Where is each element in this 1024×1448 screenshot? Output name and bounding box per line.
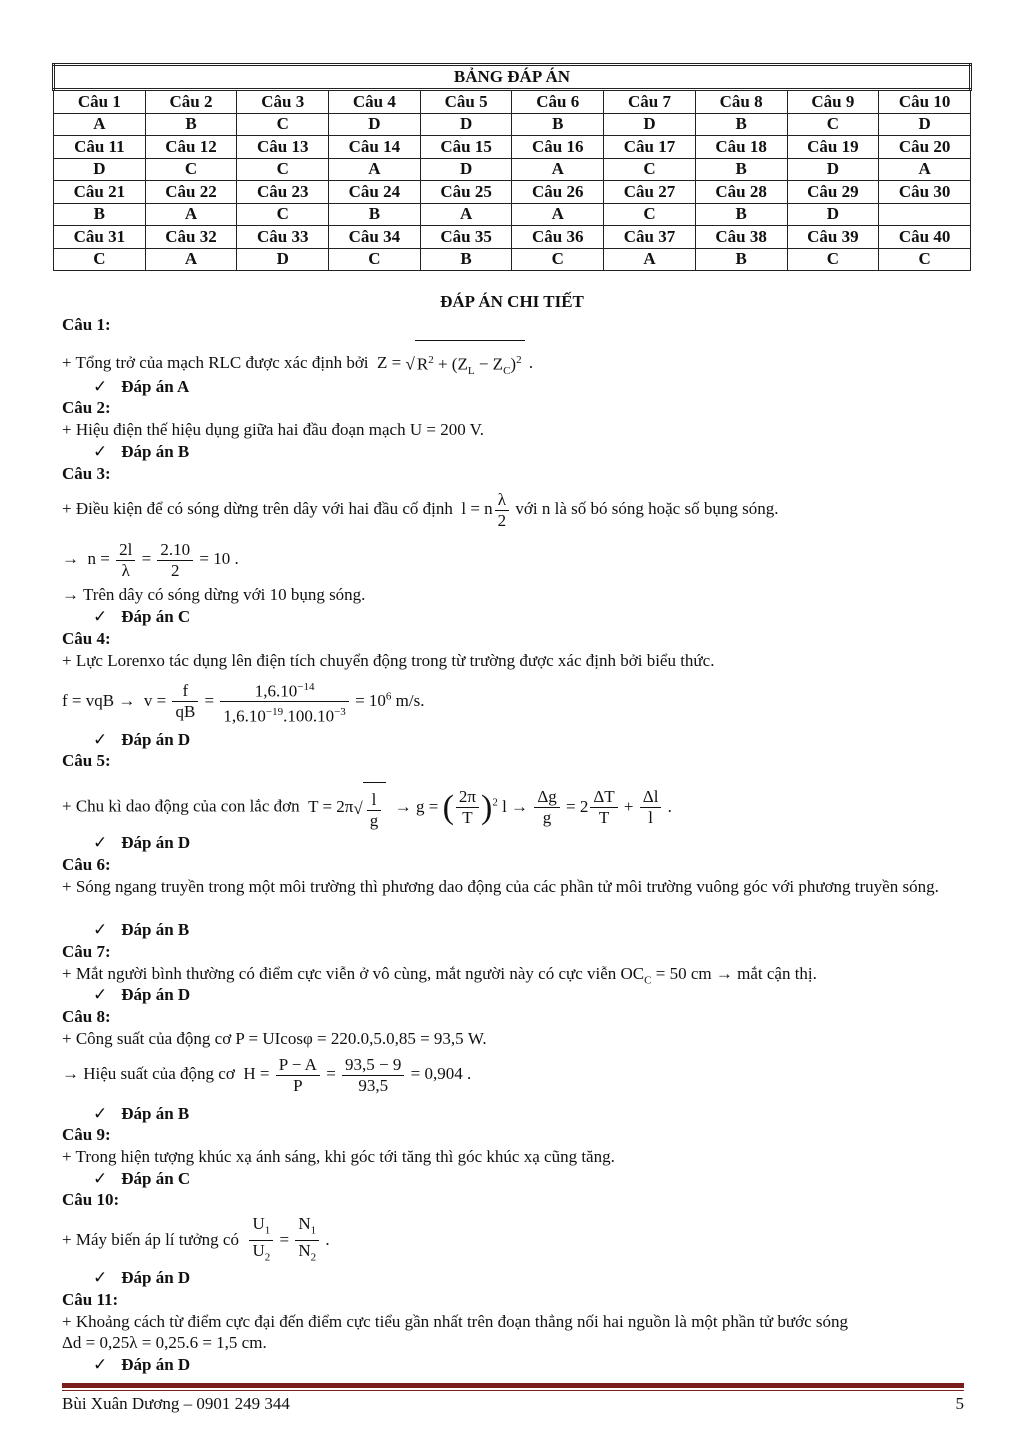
answer-cell: D xyxy=(787,158,879,181)
table-row-questions xyxy=(54,90,971,114)
question-number-cell: Câu 19 xyxy=(787,136,879,159)
footer-rule xyxy=(62,1383,964,1388)
question-number-cell: Câu 37 xyxy=(604,226,696,249)
question-number-cell: Câu 40 xyxy=(879,226,971,249)
question-number-cell: Câu 3 xyxy=(237,90,329,114)
check-icon: ✓ xyxy=(93,833,108,852)
q10-text: + Máy biến áp lí tưởng có xyxy=(62,1229,239,1249)
question-number-cell: Câu 35 xyxy=(420,226,512,249)
answer-line xyxy=(93,1354,190,1376)
question-number-cell: Câu 5 xyxy=(420,90,512,114)
question-number-cell: Câu 17 xyxy=(604,136,696,159)
check-icon: ✓ xyxy=(93,1169,108,1188)
check-icon: ✓ xyxy=(93,607,108,626)
question-label: Câu 4: xyxy=(62,629,111,648)
answer-cell: A xyxy=(329,158,421,181)
question-text: + Công suất của động cơ P = UIcosφ = 220.0,5.0,85 = 93,5 W. xyxy=(62,1029,487,1048)
answer-cell: D xyxy=(420,158,512,181)
formula-impedance: Z = √ $R^2 + (Z_L - Z_C)^2$ . xyxy=(373,353,533,372)
question-number-cell: Câu 9 xyxy=(787,90,879,114)
footer-author: Bùi Xuân Dương – 0901 249 344 xyxy=(62,1394,290,1413)
question-number-cell: Câu 30 xyxy=(879,181,971,204)
answer-text: Đáp án D xyxy=(121,1268,191,1287)
table-row-questions xyxy=(54,136,971,159)
question-label: Câu 10: xyxy=(62,1190,120,1209)
answer-line xyxy=(93,1267,190,1289)
answer-cell: C xyxy=(787,113,879,136)
formula-transformer: $\frac{U_1}{U_2}$ = $\frac{N_1}{N_2}$ . xyxy=(243,1230,329,1249)
question-label: Câu 8: xyxy=(62,1007,111,1026)
answer-cell: D xyxy=(787,203,879,226)
table-title: BẢNG ĐÁP ÁN xyxy=(54,65,971,90)
answer-text: Đáp án D xyxy=(121,985,191,1004)
question-number-cell: Câu 39 xyxy=(787,226,879,249)
answer-cell: C xyxy=(145,158,237,181)
table-row-answers xyxy=(54,248,971,271)
answer-cell: A xyxy=(879,158,971,181)
answer-text: Đáp án B xyxy=(121,442,190,461)
q3-text: + Điều kiện để có sóng dừng trên dây với hai đầu cố định xyxy=(62,499,453,518)
check-icon: ✓ xyxy=(93,377,108,396)
table-row-questions xyxy=(54,226,971,249)
q8-text2: → Hiệu suất của động cơ xyxy=(62,1064,235,1083)
answer-cell: B xyxy=(54,203,146,226)
question-number-cell: Câu 6 xyxy=(512,90,604,114)
question-number-cell: Câu 2 xyxy=(145,90,237,114)
question-number-cell: Câu 24 xyxy=(329,181,421,204)
answer-cell: D xyxy=(879,113,971,136)
question-label: Câu 2: xyxy=(62,398,111,417)
answer-cell: B xyxy=(512,113,604,136)
answer-cell: D xyxy=(329,113,421,136)
q7-text: + Mắt người bình thường có điểm cực viễn ở vô cùng, mắt người này có cực viễn OC xyxy=(62,964,645,983)
answer-cell: B xyxy=(695,203,787,226)
answer-cell: B xyxy=(329,203,421,226)
question-number-cell: Câu 32 xyxy=(145,226,237,249)
section-title: ĐÁP ÁN CHI TIẾT xyxy=(440,292,584,311)
answer-line xyxy=(93,729,190,751)
question-label: Câu 5: xyxy=(62,751,111,770)
answer-cell: A xyxy=(512,158,604,181)
question-label: Câu 1: xyxy=(62,315,111,334)
q7-text-after: = 50 cm → mắt cận thị. xyxy=(651,964,817,983)
answer-line xyxy=(93,919,189,941)
question-number-cell: Câu 1 xyxy=(54,90,146,114)
answer-cell: C xyxy=(237,113,329,136)
table-row-answers xyxy=(54,158,971,181)
question-number-cell: Câu 29 xyxy=(787,181,879,204)
check-icon: ✓ xyxy=(93,920,108,939)
answer-line xyxy=(93,606,190,628)
check-icon: ✓ xyxy=(93,1268,108,1287)
answer-line xyxy=(93,376,189,398)
answer-cell: D xyxy=(54,158,146,181)
answer-cell: A xyxy=(420,203,512,226)
answer-cell: C xyxy=(237,203,329,226)
question-text xyxy=(62,963,964,991)
formula-n: → n = $\frac{2l}{\lambda}$ = $\frac{2.10}{2}$ = 10 . xyxy=(62,539,239,580)
table-row-answers xyxy=(54,113,971,136)
answer-line xyxy=(93,1168,190,1190)
answer-cell: B xyxy=(695,113,787,136)
question-number-cell: Câu 22 xyxy=(145,181,237,204)
question-text xyxy=(62,487,964,531)
answer-cell: C xyxy=(512,248,604,271)
answer-cell: C xyxy=(604,203,696,226)
answer-cell: A xyxy=(604,248,696,271)
question-number-cell: Câu 7 xyxy=(604,90,696,114)
answer-text: Đáp án C xyxy=(121,607,191,626)
answer-cell: C xyxy=(879,248,971,271)
question-number-cell: Câu 33 xyxy=(237,226,329,249)
question-label: Câu 3: xyxy=(62,464,111,483)
q3-text-after: với n là số bó sóng hoặc số bụng sóng. xyxy=(515,499,779,518)
footer-rule-thin xyxy=(62,1390,964,1391)
answer-line xyxy=(93,832,190,854)
question-text: Δd = 0,25λ = 0,25.6 = 1,5 cm. xyxy=(62,1333,267,1352)
answer-text: Đáp án B xyxy=(121,1104,190,1123)
answer-text: Đáp án D xyxy=(121,833,191,852)
question-number-cell: Câu 25 xyxy=(420,181,512,204)
answer-cell: A xyxy=(512,203,604,226)
question-number-cell: Câu 14 xyxy=(329,136,421,159)
answer-cell: D xyxy=(604,113,696,136)
answer-cell: C xyxy=(329,248,421,271)
answer-text: Đáp án C xyxy=(121,1169,191,1188)
answer-cell: C xyxy=(54,248,146,271)
check-icon: ✓ xyxy=(93,985,108,1004)
answer-cell: C xyxy=(237,158,329,181)
question-text: + Trong hiện tượng khúc xạ ánh sáng, khi góc tới tăng thì góc khúc xạ cũng tăng. xyxy=(62,1147,615,1166)
answer-cell: B xyxy=(420,248,512,271)
question-number-cell: Câu 12 xyxy=(145,136,237,159)
question-text: + Lực Lorenxo tác dụng lên điện tích chuyển động trong từ trường được xác định bởi biểu thức. xyxy=(62,651,715,670)
question-number-cell: Câu 36 xyxy=(512,226,604,249)
question-number-cell: Câu 26 xyxy=(512,181,604,204)
answer-text: Đáp án D xyxy=(121,730,191,749)
formula-pendulum: T = 2π√ $\frac{l}{g}$ → g = ( $\frac{2\pi}{T}$ )$^2$ l → $\frac{\Delta g}{g}$ = 2 $\frac{\Delta T}{T}$ + $\frac{\Delta l}{l}$ . xyxy=(304,797,672,816)
answer-cell: D xyxy=(420,113,512,136)
q5-text: + Chu kì dao động của con lắc đơn xyxy=(62,796,300,816)
question-number-cell: Câu 21 xyxy=(54,181,146,204)
question-number-cell: Câu 34 xyxy=(329,226,421,249)
check-icon: ✓ xyxy=(93,442,108,461)
formula-standing-wave: l = n $\frac{\lambda}{2}$ xyxy=(457,499,511,518)
question-text xyxy=(62,778,964,833)
question-number-cell: Câu 13 xyxy=(237,136,329,159)
question-number-cell: Câu 10 xyxy=(879,90,971,114)
answer-cell: B xyxy=(695,158,787,181)
question-text xyxy=(62,1052,964,1096)
answer-cell: D xyxy=(237,248,329,271)
question-text xyxy=(62,340,964,388)
question-number-cell: Câu 11 xyxy=(54,136,146,159)
answer-text: Đáp án B xyxy=(121,920,190,939)
question-number-cell: Câu 18 xyxy=(695,136,787,159)
answer-cell: C xyxy=(604,158,696,181)
question-number-cell: Câu 4 xyxy=(329,90,421,114)
question-number-cell: Câu 28 xyxy=(695,181,787,204)
answer-cell: B xyxy=(145,113,237,136)
answer-text: Đáp án A xyxy=(121,377,190,396)
question-text: + Sóng ngang truyền trong một môi trường thì phương dao động của các phần tử môi trường vuông góc với phương truyền sóng. xyxy=(62,877,939,896)
formula-lorentz: f = vqB → v = $\frac{f}{qB}$ = $\frac{1,6.10^{-14}}{1,6.10^{-19}.100.10^{-3}}$ = $10^6$ m/s. xyxy=(62,674,964,727)
question-label: Câu 11: xyxy=(62,1290,119,1309)
answer-cell: A xyxy=(145,203,237,226)
question-number-cell: Câu 20 xyxy=(879,136,971,159)
answer-table xyxy=(52,63,972,271)
table-row-questions xyxy=(54,181,971,204)
answer-cell xyxy=(879,203,971,226)
q1-text: + Tổng trở của mạch RLC được xác định bởi xyxy=(62,352,369,372)
table-row-answers xyxy=(54,203,971,226)
answer-cell: B xyxy=(695,248,787,271)
question-number-cell: Câu 31 xyxy=(54,226,146,249)
question-number-cell: Câu 27 xyxy=(604,181,696,204)
question-label: Câu 9: xyxy=(62,1125,111,1144)
question-number-cell: Câu 8 xyxy=(695,90,787,114)
question-text xyxy=(62,1214,964,1268)
check-icon: ✓ xyxy=(93,1355,108,1374)
question-label: Câu 6: xyxy=(62,855,111,874)
question-text: → Trên dây có sóng dừng với 10 bụng sóng. xyxy=(62,585,366,604)
formula-efficiency: H = $\frac{P - A}{P}$ = $\frac{93,5 - 9}{93,5}$ = 0,904 . xyxy=(239,1054,472,1095)
answer-cell: A xyxy=(54,113,146,136)
question-text: + Hiệu điện thế hiệu dụng giữa hai đầu đoạn mạch U = 200 V. xyxy=(62,420,484,439)
question-number-cell: Câu 15 xyxy=(420,136,512,159)
answer-cell: A xyxy=(145,248,237,271)
answer-line xyxy=(93,984,190,1006)
check-icon: ✓ xyxy=(93,730,108,749)
question-number-cell: Câu 23 xyxy=(237,181,329,204)
answer-text: Đáp án D xyxy=(121,1355,191,1374)
question-label: Câu 7: xyxy=(62,942,111,961)
question-text: + Khoảng cách từ điểm cực đại đến điểm cực tiểu gần nhất trên đoạn thẳng nối hai nguồn là một phần tử bước sóng xyxy=(62,1312,848,1331)
q7-sub: C xyxy=(644,974,652,987)
page-number: 5 xyxy=(955,1394,964,1413)
answer-line xyxy=(93,441,189,463)
question-number-cell: Câu 16 xyxy=(512,136,604,159)
answer-cell: C xyxy=(787,248,879,271)
question-number-cell: Câu 38 xyxy=(695,226,787,249)
check-icon: ✓ xyxy=(93,1104,108,1123)
answer-line xyxy=(93,1103,189,1125)
